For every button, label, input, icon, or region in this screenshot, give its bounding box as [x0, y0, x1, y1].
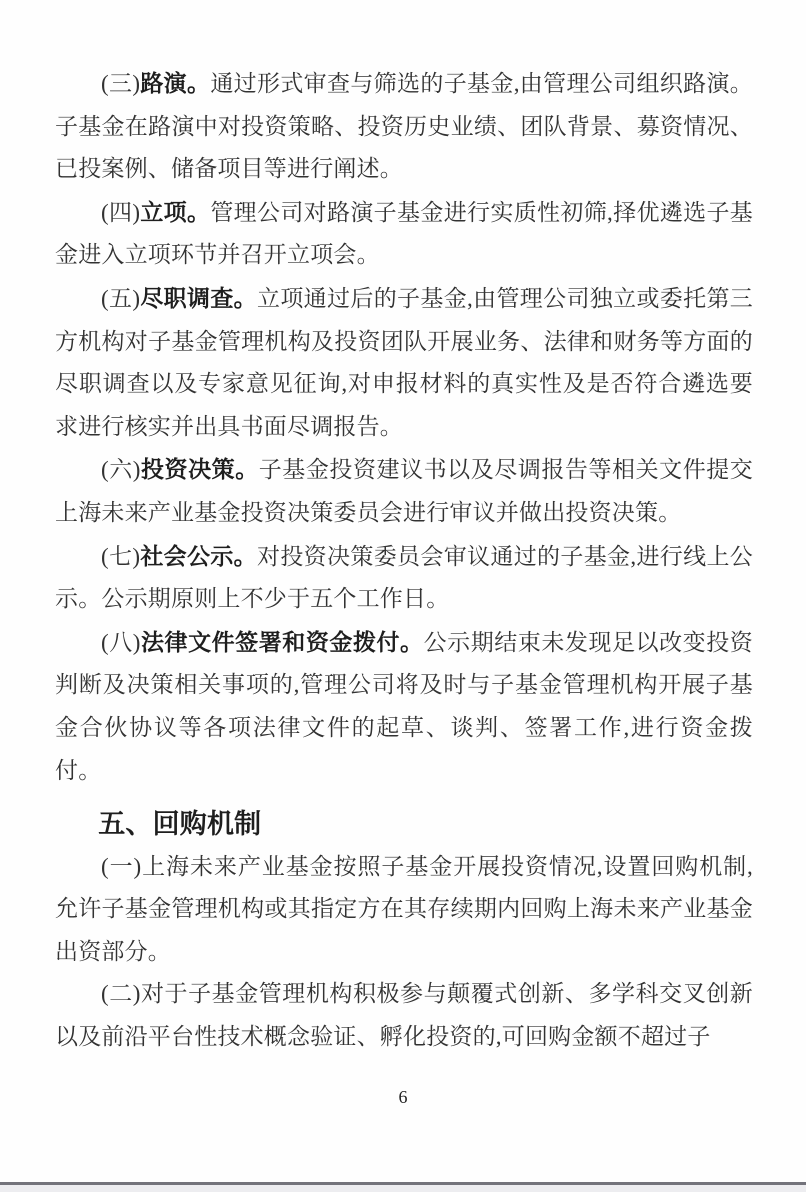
- paragraph-number-label: (四): [101, 199, 141, 225]
- paragraph-lead-term: 尽职调查。: [140, 284, 258, 311]
- paragraph-number-label: (八): [101, 629, 141, 655]
- paragraph-text: 对于子基金管理机构积极参与颠覆式创新、多学科交叉创新以及前沿平台性技术概念验证、孵化投资的,可回购金额不超过子: [55, 981, 753, 1050]
- paragraph-lead-term: 立项。: [140, 198, 211, 225]
- paragraph-5-jinzhidiaocha: [55, 277, 753, 448]
- paragraph-3-luyan: [55, 62, 753, 191]
- paragraph-text: 对投资决策委员会审议通过的子基金,进行线上公示。公示期原则上不少于五个工作日。: [55, 543, 754, 612]
- document-text-block: [55, 62, 753, 1059]
- paragraph-text: 子基金投资建议书以及尽调报告等相关文件提交上海未来产业基金投资决策委员会进行审议并做出投资决策。: [55, 457, 754, 525]
- paragraph-7-shehuigongshi: [55, 535, 753, 621]
- paragraph-4-lixiang: [55, 191, 753, 277]
- paragraph-buyback-2: [55, 973, 753, 1058]
- paragraph-text: 管理公司对路演子基金进行实质性初筛,择优遴选子基金进入立项环节并召开立项会。: [55, 199, 753, 268]
- paragraph-number-label: (三): [101, 71, 141, 96]
- paragraph-text: 立项通过后的子基金,由管理公司独立或委托第三方机构对子基金管理机构及投资团队开展业务、法律和财务等方面的尽职调查以及专家意见征询,对申报材料的真实性及是否符合遴选要求进行核实并出具书面尽调报告。: [55, 285, 754, 439]
- paragraph-lead-term: 法律文件签署和资金拨付。: [140, 628, 424, 655]
- paragraph-8-falvwenjian: [55, 621, 753, 792]
- section-heading-buyback: 五、回购机制: [98, 809, 262, 840]
- paragraph-number-label: (一): [101, 853, 142, 879]
- paragraph-lead-term: 投资决策。: [140, 456, 259, 483]
- page-bottom-edge: [0, 1182, 806, 1192]
- paragraph-lead-term: 社会公示。: [140, 542, 258, 569]
- paragraph-number-label: (六): [101, 457, 141, 483]
- paragraph-number-label: (二): [101, 981, 141, 1007]
- paragraph-text: 通过形式审查与筛选的子基金,由管理公司组织路演。子基金在路演中对投资策略、投资历史业绩、团队背景、募资情况、已投案例、储备项目等进行阐述。: [55, 71, 753, 182]
- paragraph-number-label: (五): [101, 285, 141, 311]
- paragraph-6-touzijuece: [55, 448, 753, 534]
- page-number: 6: [398, 1087, 408, 1107]
- paragraph-number-label: (七): [101, 543, 141, 569]
- paragraph-lead-term: 路演。: [140, 70, 211, 96]
- paragraph-buyback-1: [55, 846, 753, 974]
- paragraph-text: 公示期结束未发现足以改变投资判断及决策相关事项的,管理公司将及时与子基金管理机构开展子基金合伙协议等各项法律文件的起草、谈判、签署工作,进行资金拨付。: [55, 629, 753, 783]
- paragraph-text: 上海未来产业基金按照子基金开展投资情况,设置回购机制,允许子基金管理机构或其指定方在其存续期内回购上海未来产业基金出资部分。: [55, 853, 754, 964]
